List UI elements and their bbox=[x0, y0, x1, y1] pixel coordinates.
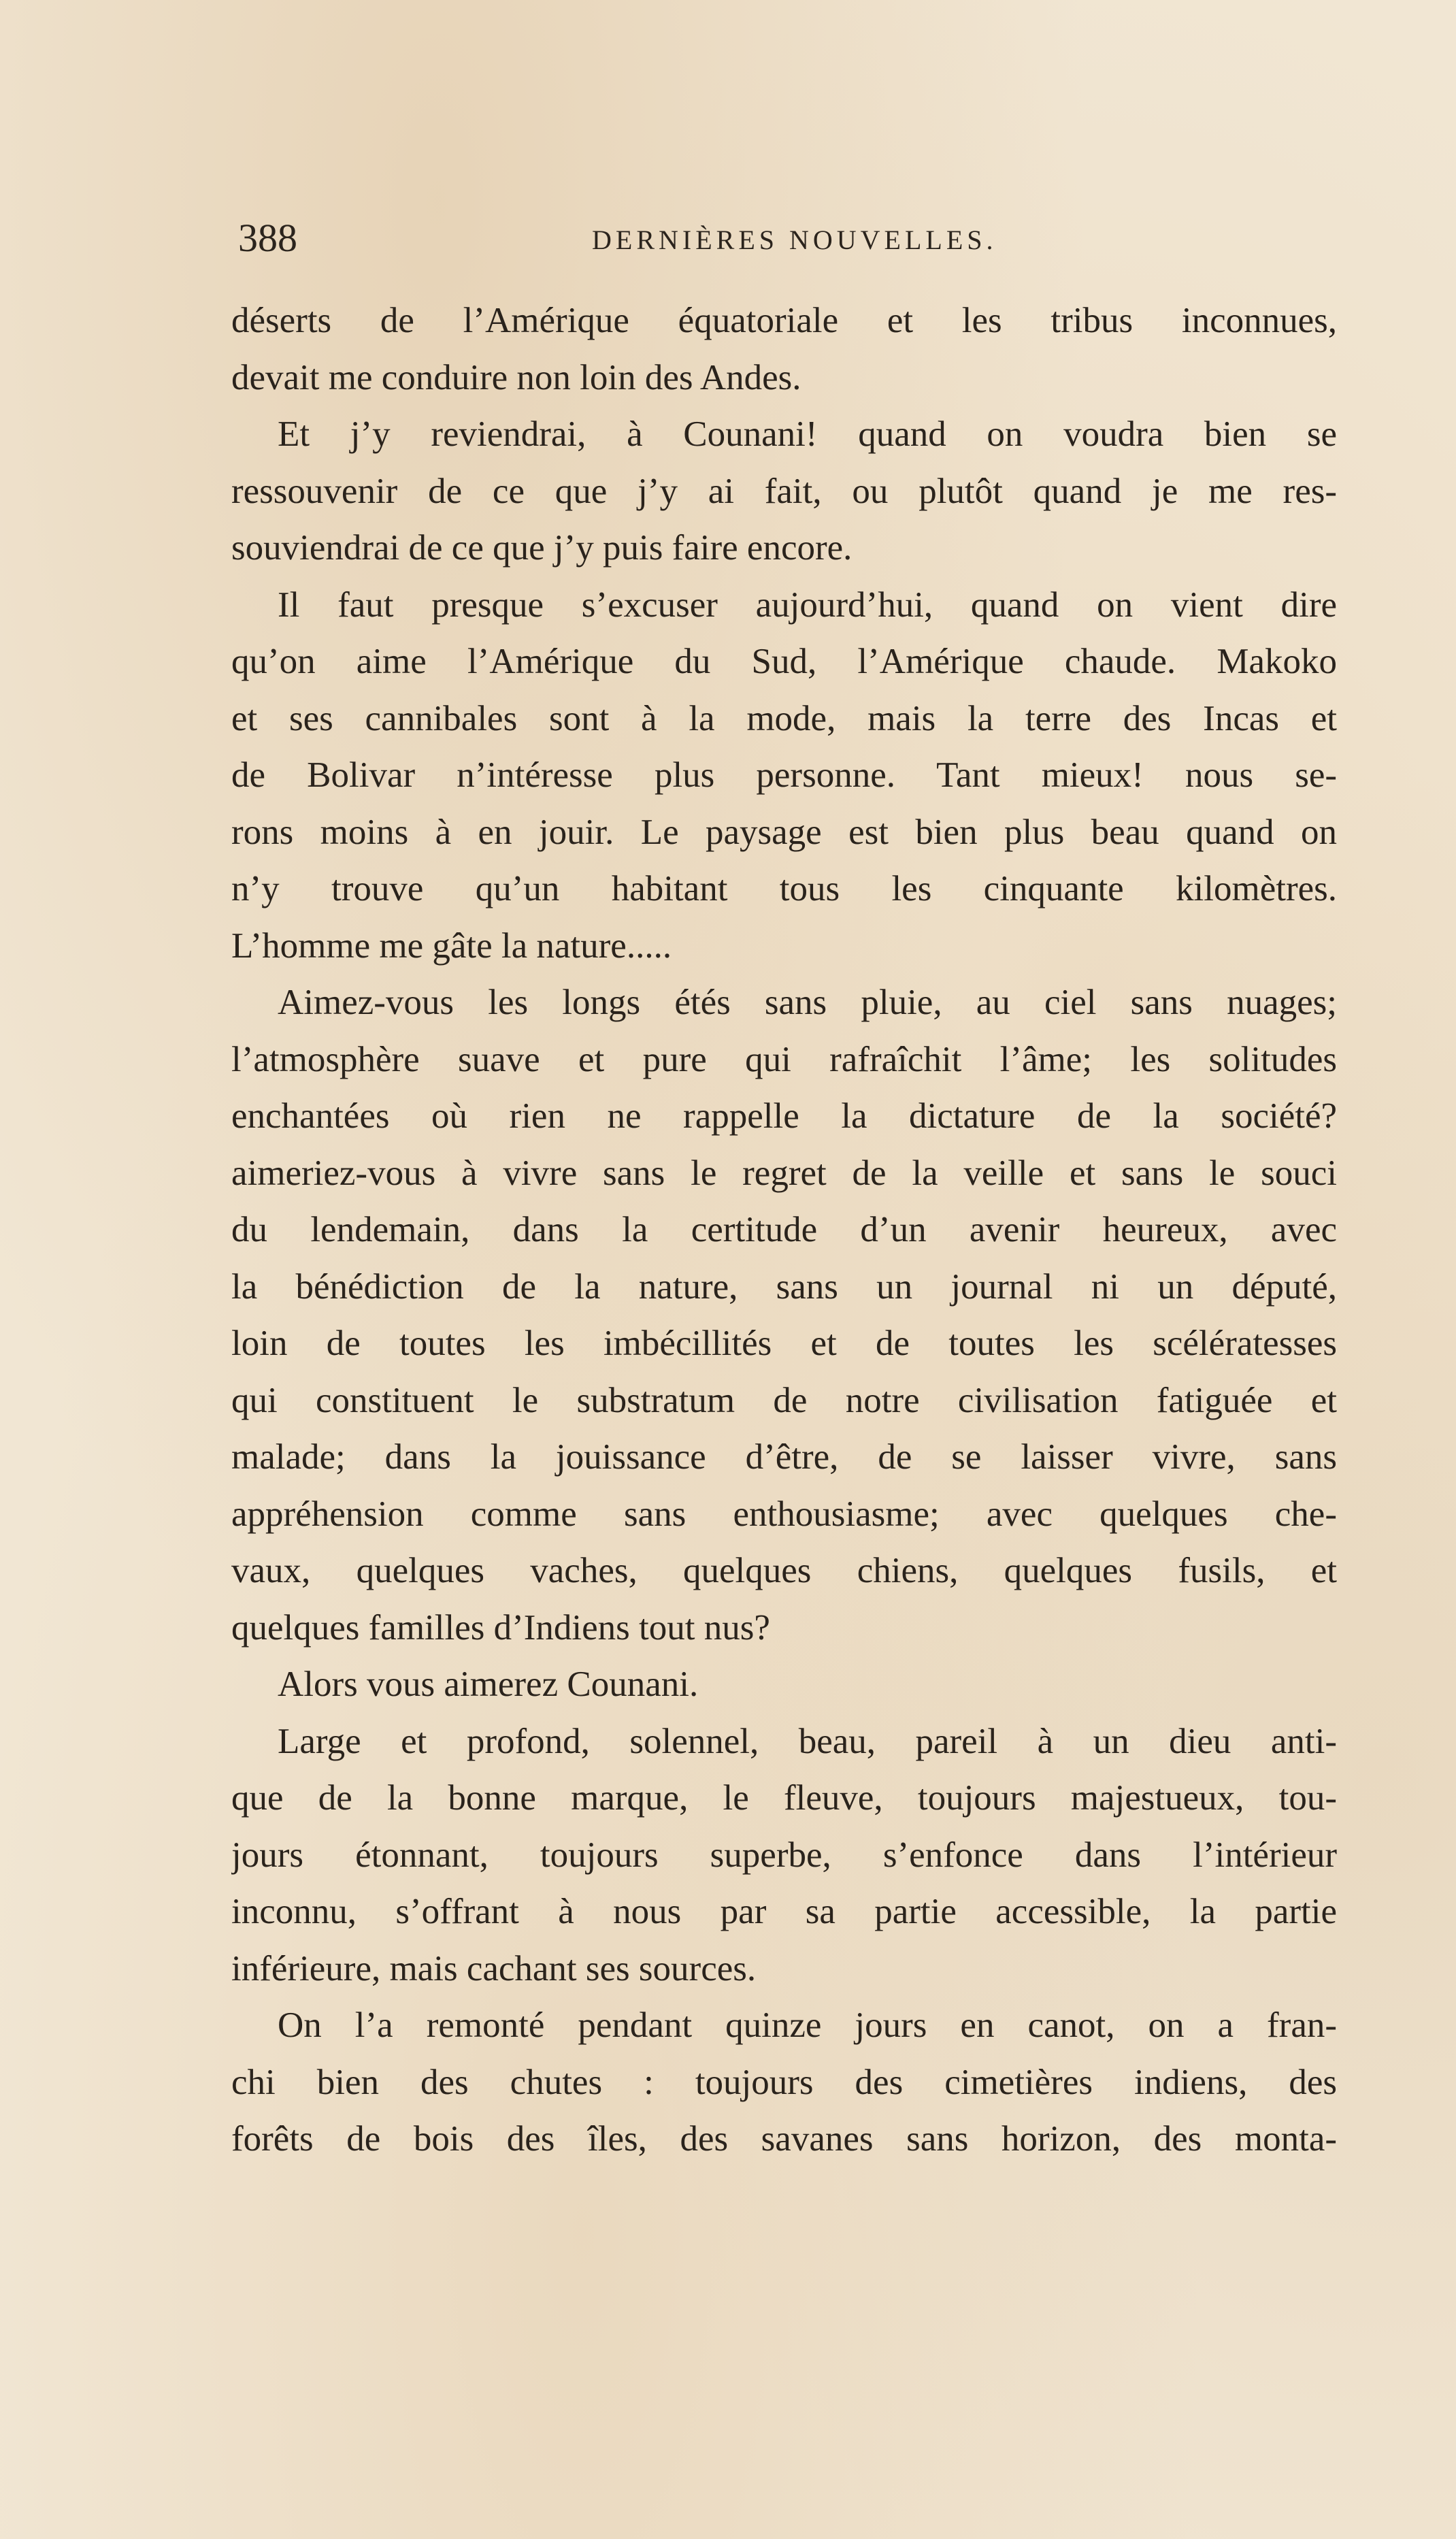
text-line: de Bolivar n’intéresse plus personne. Tant mieux! nous se- bbox=[231, 755, 1337, 795]
text-line: jours étonnant, toujours superbe, s’enfonce dans l’intérieur bbox=[231, 1835, 1337, 1875]
running-head bbox=[238, 214, 1340, 262]
text-line: appréhension comme sans enthousiasme; avec quelques che- bbox=[231, 1494, 1337, 1534]
text-line: L’homme me gâte la nature..... bbox=[231, 925, 672, 966]
text-line: qui constituent le substratum de notre civilisation fatiguée et bbox=[231, 1380, 1337, 1420]
text-line: que de la bonne marque, le fleuve, toujours majestueux, tou- bbox=[231, 1778, 1337, 1818]
text-line: Et j’y reviendrai, à Counani! quand on voudra bien se bbox=[278, 414, 1337, 454]
text-line: inconnu, s’offrant à nous par sa partie accessible, la partie bbox=[231, 1892, 1337, 1931]
text-line: l’atmosphère suave et pure qui rafraîchit l’âme; les solitudes bbox=[231, 1039, 1337, 1079]
text-line: quelques familles d’Indiens tout nus? bbox=[231, 1607, 770, 1648]
text-line: vaux, quelques vaches, quelques chiens, quelques fusils, et bbox=[231, 1551, 1337, 1590]
text-line: déserts de l’Amérique équatoriale et les tribus inconnues, bbox=[231, 301, 1337, 340]
text-line: ressouvenir de ce que j’y ai fait, ou plutôt quand je me res- bbox=[231, 471, 1337, 511]
text-line: On l’a remonté pendant quinze jours en canot, on a fran- bbox=[278, 2005, 1337, 2045]
text-line: inférieure, mais cachant ses sources. bbox=[231, 1948, 757, 1988]
text-line: Large et profond, solennel, beau, pareil à un dieu anti- bbox=[278, 1721, 1337, 1761]
body-text bbox=[231, 293, 1337, 2168]
text-line: aimeriez-vous à vivre sans le regret de la veille et sans le souci bbox=[231, 1153, 1337, 1193]
text-line: du lendemain, dans la certitude d’un avenir heureux, avec bbox=[231, 1210, 1337, 1249]
text-line: Aimez-vous les longs étés sans pluie, au ciel sans nuages; bbox=[278, 983, 1337, 1022]
text-line: forêts de bois des îles, des savanes sans horizon, des monta- bbox=[231, 2119, 1337, 2159]
text-line: qu’on aime l’Amérique du Sud, l’Amérique chaude. Makoko bbox=[231, 642, 1337, 681]
text-line: n’y trouve qu’un habitant tous les cinquante kilomètres. bbox=[231, 869, 1337, 908]
text-line: rons moins à en jouir. Le paysage est bien plus beau quand on bbox=[231, 812, 1337, 852]
text-line: Alors vous aimerez Counani. bbox=[278, 1665, 699, 1704]
text-line: souviendrai de ce que j’y puis faire encore. bbox=[231, 528, 853, 568]
text-line: enchantées où rien ne rappelle la dictature de la société? bbox=[231, 1096, 1337, 1136]
text-line: la bénédiction de la nature, sans un journal ni un député, bbox=[231, 1266, 1337, 1307]
text-line: et ses cannibales sont à la mode, mais la terre des Incas et bbox=[231, 698, 1337, 738]
text-line: chi bien des chutes : toujours des cimetières indiens, des bbox=[231, 2062, 1337, 2102]
text-line: malade; dans la jouissance d’être, de se laisser vivre, sans bbox=[231, 1437, 1337, 1477]
text-line: loin de toutes les imbécillités et de toutes les scélératesses bbox=[231, 1324, 1337, 1363]
page-number: 388 bbox=[238, 216, 297, 260]
text-line: devait me conduire non loin des Andes. bbox=[231, 357, 801, 397]
running-title: DERNIÈRES NOUVELLES. bbox=[592, 225, 997, 255]
text-line: Il faut presque s’excuser aujourd’hui, quand on vient dire bbox=[278, 585, 1337, 625]
